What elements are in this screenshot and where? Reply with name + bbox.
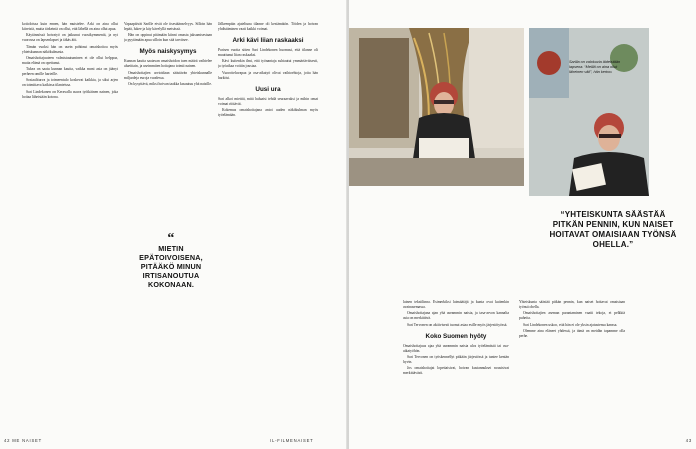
paragraph: On kysyttävä, miksi hoivan taakka kasautuu yhä naisille. — [128, 81, 212, 86]
paragraph: Yhteiskunta säästää pitkän pennin, kun naiset hoitavat omaisiaan työnsä ohella. — [519, 300, 625, 310]
left-column-3 — [218, 22, 318, 442]
pull-quote-left — [130, 231, 212, 289]
paragraph: Omaishoitajana ajan yhä useammin naisia, ja tasa-arvon kannalta asia on merkittävä. — [403, 311, 509, 321]
paragraph: Kunnan kautta saatavan omaishoidon tuen määrä vaihtelee alueittain, ja useimmiten hoitajana toimii nainen. — [124, 59, 212, 69]
paragraph: Sari Lindekonen on Keravalla asuva työikäinen nainen, joka hoitaa läheistään kotona. — [22, 89, 118, 99]
paragraph: Sari Tervonen on työskennellyt pitkään järjestössä ja tuntee kentän hyvin. — [403, 354, 509, 364]
right-page — [349, 0, 696, 449]
paragraph: Jälkeenpäin ajateltuna tilanne oli kestämätön. Töiden ja hoivan yhdistäminen vaati kaikki voimat. — [218, 22, 318, 32]
paragraph: Omaishoitajien arvioidaan säästävän yhteiskunnalle miljardeja euroja vuodessa. — [124, 70, 212, 80]
paragraph: Olemme aina eläneet yhdessä, ja tämä on meidän tapamme olla perhe. — [519, 328, 625, 338]
paragraph: Tukea on saatu kunnan kautta, vaikka moni asia on jäänyt perheen omille harteille. — [22, 67, 118, 77]
paragraph: Vapaapäivät Sarille eivät ole itsestäänselvyys. Silloin hän lepää, lukee ja käy kävelyllä metsässä. — [124, 22, 212, 32]
photo-caption: Sarilla on valokuvia äideistään lapsena. “Meillä on aina ollut läheinen väli”, hän kertoo. — [569, 60, 621, 74]
pull-quote-right: “YHTEISKUNTA SÄÄSTÄÄ PITKÄN PENNIN, KUN NAISET HOITAVAT OMAISIAAN TYÖNSÄ OHELLA.” — [549, 210, 677, 249]
paragraph: Parisen vuotta sitten Sari Lindekonen huomasi, että tilanne oli muuttunut liian raskaaksi. — [218, 48, 318, 58]
paragraph: Jos omaishoitajat lopettaisivat, hoivan kustannukset nousisivat merkittävästi. — [403, 366, 509, 376]
right-column-2 — [519, 300, 625, 420]
left-column-1 — [22, 22, 118, 432]
subheading-koko-suomen-hyoty: Koko Suomen hyöty — [425, 332, 487, 340]
footer-center: IL-FILMENAISET — [270, 438, 314, 443]
paragraph: kotioloissa kuin ennen, hän muistelee. Arki on aina ollut kiireistä, mutta tärkeintä on ollut, että lähellä on aina ollut apua. — [22, 22, 118, 32]
paragraph: Kokemus omaishoitajana antoi uuden näkökulman myös työelämään. — [218, 108, 318, 118]
paragraph: Vuorotteluvapaa ja osa-aikatyö olivat vaihtoehtoja, joita hän harkitsi. — [218, 70, 318, 80]
subheading-arki: Arki kävi liian raskaaksi — [232, 37, 304, 45]
paragraph: Sari Tervonen on aktiivisesti tuonut asiaa esille myös järjestötyössä. — [407, 322, 508, 327]
photo-woman-reading — [349, 28, 524, 186]
paragraph: Omaishoitajien aseman parantaminen vaatii tekoja, ei pelkkiä puheita. — [519, 311, 625, 321]
paragraph: Käytännössä hoivatyö on jatkunut vuosikymmeniä, ja nyt vuorossa on lapsenlapset ja iäkäs äiti. — [22, 33, 118, 43]
paragraph: Kävi kuitenkin ilmi, että työnantaja suhtautui ymmärtäväisesti, ja työaikaa voitiin joustaa. — [218, 59, 318, 69]
photo-illustration — [349, 28, 524, 186]
subheading-uusi-ura: Uusi ura — [255, 85, 281, 93]
footer-left: 42 ME NAISET — [4, 438, 42, 443]
quote-mark-icon: “ — [167, 231, 175, 246]
left-page — [0, 0, 347, 449]
subheading-naiskysymys: Myös naiskysymys — [139, 48, 197, 56]
photo-woman-book — [529, 28, 649, 196]
paragraph: Omaishoitajuuteen valmistautuminen ei ole ollut helppoa, mutta elämä on opettanut. — [22, 55, 118, 65]
paragraph: Tämän vuoksi hän on usein pohtinut omaishoitoa myös yhteiskunnan näkökulmasta. — [22, 44, 118, 54]
paragraph: lainen tekstilinna. Esimerkiksi lainsäätäjä ja kunta ovat kuitenkin avainasemassa. — [403, 300, 509, 310]
pull-quote-text: MIETIN EPÄTOIVOISENA, PITÄÄKÖ MINUN IRTISANOUTUA KOKONAAN. — [139, 244, 203, 289]
paragraph: Omaishoitajuus ajaa yhä useammin naisia ulos työelämästä tai osa-aikatyöhön. — [403, 343, 509, 353]
paragraph: Sari Lindekonen uskoo, että hän ei ole yksin ajatustensa kanssa. — [523, 322, 618, 327]
paragraph: Sari alkoi miettiä, mitä haluaisi tehdä seuraavaksi ja mihin omat voimat riittävät. — [218, 96, 318, 106]
photo-illustration — [529, 28, 649, 196]
paragraph: Hän on oppinut pitämään kiinni omasta jaksamisestaan ja pyytämään apua silloin kun sitä tarvitsee. — [124, 33, 212, 43]
right-column-1 — [403, 300, 509, 420]
paragraph: Sosiaaliturva ja toimeentulo koskevat kaikkia, ja siksi arjen on toimittava kaikissa tilanteissa. — [22, 78, 118, 88]
footer-right: 43 — [685, 438, 692, 443]
